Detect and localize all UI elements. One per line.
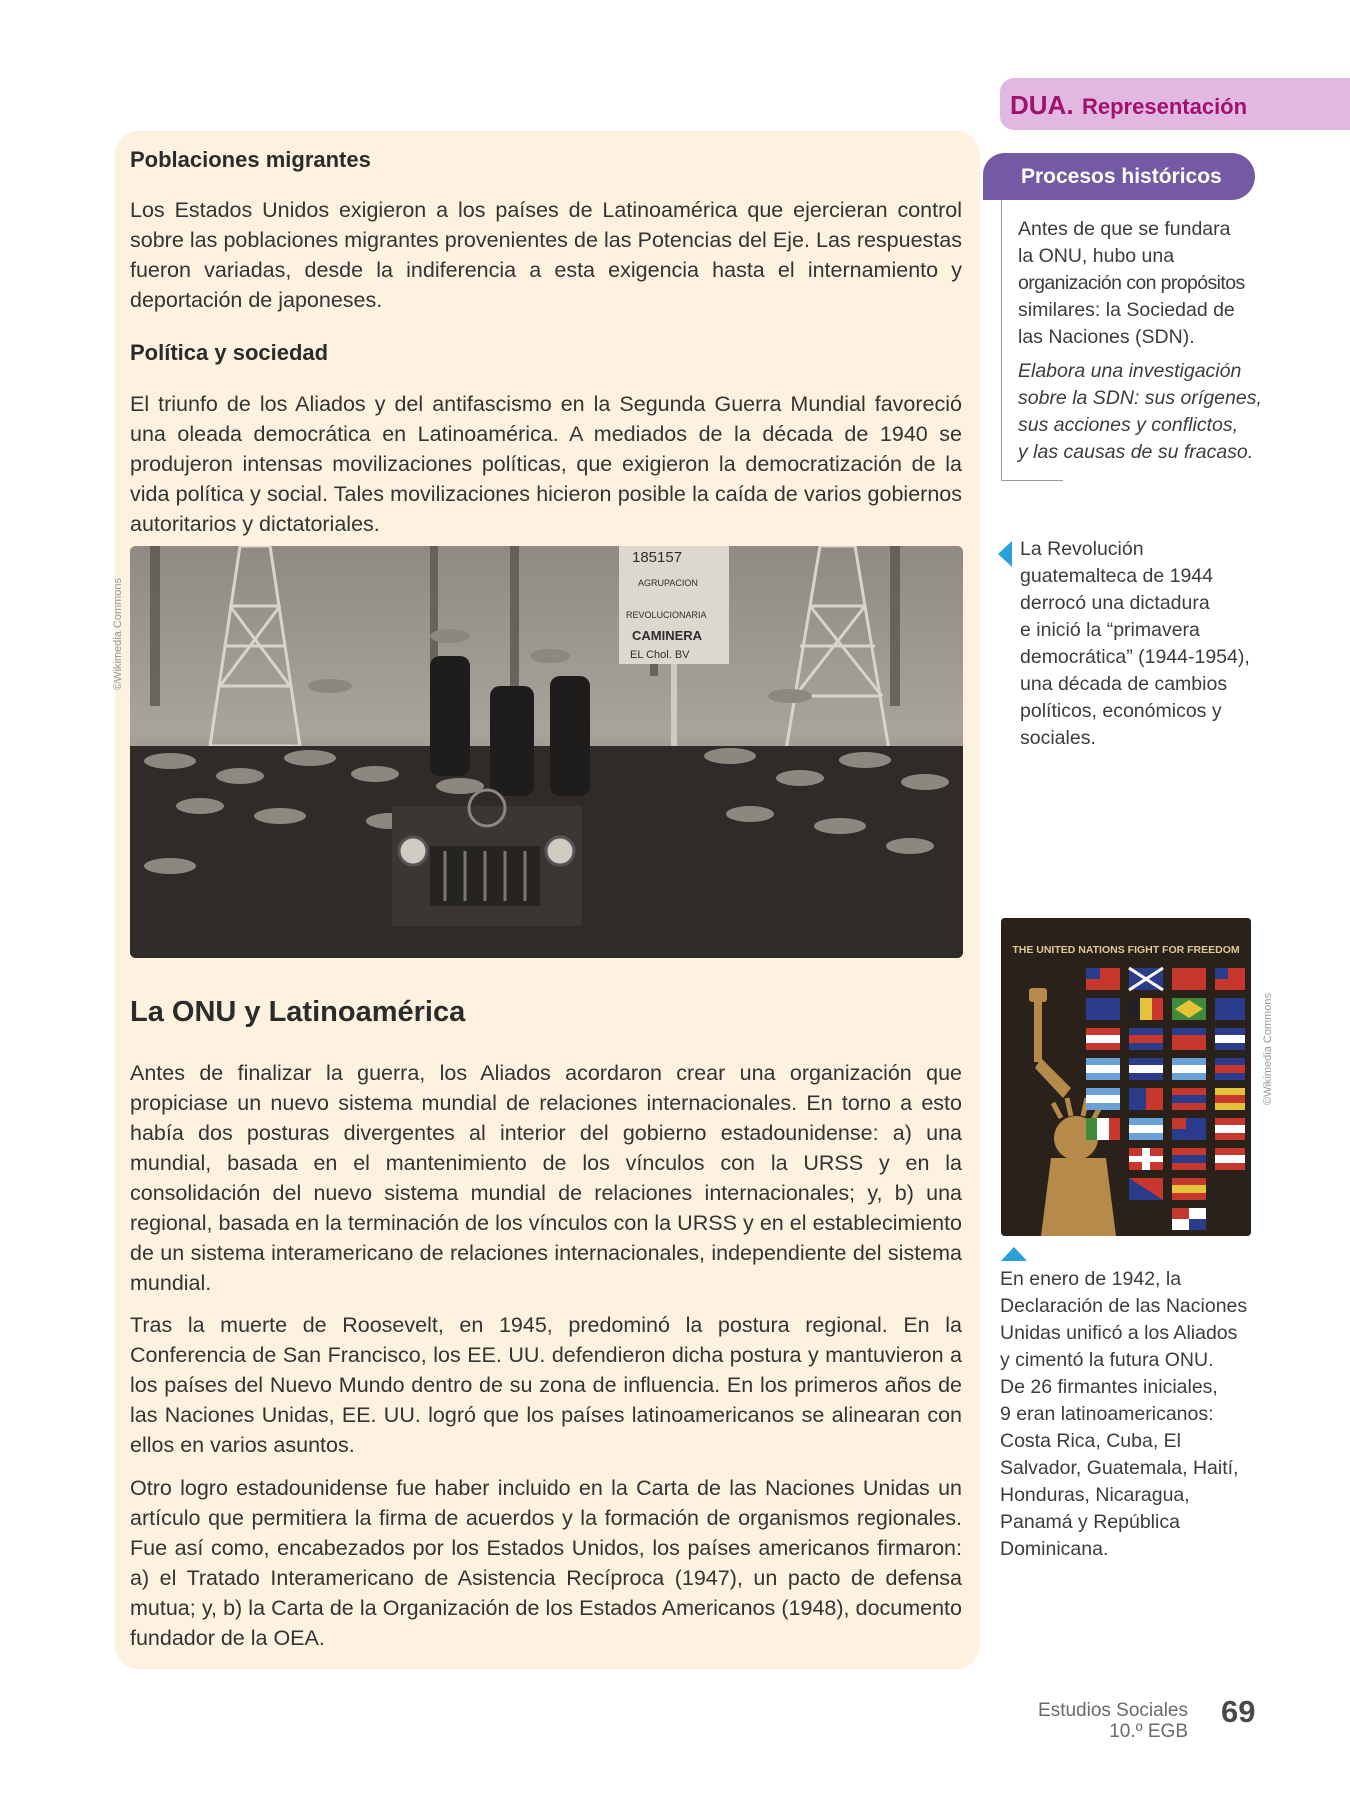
photo-revolucion-guatemalteca — [130, 546, 963, 958]
caption-line: derrocó una dictadura — [1020, 592, 1210, 614]
procesos-border-line — [1001, 200, 1002, 480]
caption-line: Dominicana. — [1000, 1538, 1109, 1560]
dua-label: Representación — [1082, 94, 1248, 119]
caption-declaracion — [1000, 1266, 1247, 1563]
dua-banner — [1000, 78, 1350, 130]
caption-line: y cimentó la futura ONU. — [1000, 1349, 1214, 1371]
paragraph-onu-1: Antes de finalizar la guerra, los Aliados acordaron crear una organización que propiciase un nuevo sistema mundial de relaciones internacionales. En torno a esto había dos posturas divergentes al interior del gobierno estadounidense: a) una mundial, basada en el mantenimiento de los vínculos con la URSS y en la consolidación del nuevo sistema mundial de relaciones internacionales; y, b) una regional, basada en la terminación de los vínculos con la URSS y en el establecimiento de un sistema interamericano de relaciones internacionales, independiente del sistema mundial. — [130, 1061, 962, 1295]
photo-sign-line1: AGRUPACION — [638, 578, 698, 588]
caption-pointer-up-icon — [1001, 1247, 1027, 1261]
caption-line: Honduras, Nicaragua, — [1000, 1484, 1190, 1506]
caption-line: Costa Rica, Cuba, El — [1000, 1430, 1181, 1452]
caption-line: Declaración de las Naciones — [1000, 1295, 1248, 1317]
procesos-task-line: Elabora una investigación — [1018, 360, 1242, 382]
caption-line: una década de cambios — [1020, 673, 1228, 695]
caption-line: e inició la “primavera — [1020, 619, 1200, 641]
procesos-line: las Naciones (SDN). — [1018, 326, 1195, 348]
caption-line: La Revolución — [1020, 538, 1144, 560]
page-number: 69 — [1221, 1694, 1256, 1729]
heading-politica-sociedad: Política y sociedad — [130, 340, 329, 365]
caption-line: En enero de 1942, la — [1000, 1268, 1182, 1290]
paragraph-poblaciones: Los Estados Unidos exigieron a los países de Latinoamérica que ejercieran control sobre las poblaciones migrantes provenientes de las Potencias del Eje. Las respuestas fueron variadas, desde la indiferencia a esta exigencia hasta el internamiento y deportación de japoneses. — [130, 198, 962, 312]
heading-poblaciones-migrantes: Poblaciones migrantes — [130, 147, 371, 172]
photo-credit: ©Wikimedia Commons — [112, 577, 124, 690]
photo-sign-line3: CAMINERA — [632, 628, 703, 643]
poster-united-nations — [1001, 918, 1251, 1236]
procesos-line: organización con propósitos — [1018, 272, 1245, 294]
caption-line: Unidas unificó a los Aliados — [1000, 1322, 1238, 1344]
caption-line: guatemalteca de 1944 — [1020, 565, 1213, 587]
procesos-line: similares: la Sociedad de — [1018, 299, 1235, 321]
paragraph-onu-3: Otro logro estadounidense fue haber incluido en la Carta de las Naciones Unidas un artículo que permitiera la firma de acuerdos y la formación de organismos regionales. Fue así como, encabezados por los Estados Unidos, los países americanos firmaron: a) el Tratado Interamericano de Asistencia Recíproca (1947), un pacto de defensa mutua; y, b) la Carta de la Organización de los Estados Americanos (1948), documento fundador de la OEA. — [130, 1476, 962, 1650]
caption-pointer-left-icon — [998, 541, 1012, 567]
dua-prefix: DUA. — [1010, 90, 1074, 120]
procesos-line: Antes de que se fundara — [1018, 218, 1231, 240]
procesos-task-line: y las causas de su fracaso. — [1018, 441, 1254, 463]
photo-sign-number: 185157 — [632, 549, 683, 566]
caption-line: Panamá y República — [1000, 1511, 1180, 1533]
photo-sign-line4: EL Chol. BV — [630, 649, 690, 661]
paragraph-onu-2: Tras la muerte de Roosevelt, en 1945, predominó la postura regional. En la Conferencia de San Francisco, los EE. UU. defendieron dicha postura y mantuvieron a los países del Nuevo Mundo dentro de su zona de influencia. En los primeros años de las Naciones Unidas, EE. UU. logró que los países latinoamericanos se alinearan con ellos en varios asuntos. — [130, 1313, 962, 1457]
caption-line: sociales. — [1020, 727, 1096, 749]
photo-illustration — [130, 546, 963, 958]
caption-line: políticos, económicos y — [1020, 700, 1222, 722]
caption-line: 9 eran latinoamericanos: — [1000, 1403, 1214, 1425]
heading-onu-latinoamerica: La ONU y Latinoamérica — [130, 996, 466, 1028]
caption-line: democrática” (1944-1954), — [1020, 646, 1250, 668]
poster-credit: ©Wikimedia Commons — [1262, 992, 1274, 1105]
procesos-border-bottom — [1001, 480, 1063, 481]
footer-subject: Estudios Sociales — [1038, 1700, 1188, 1721]
photo-sign-line2: REVOLUCIONARIA — [626, 610, 707, 620]
procesos-line: la ONU, hubo una — [1018, 245, 1175, 267]
poster-illustration — [1001, 918, 1251, 1236]
paragraph-politica: El triunfo de los Aliados y del antifascismo en la Segunda Guerra Mundial favoreció una oleada democrática en Latinoamérica. A mediados de la década de 1940 se produjeron intensas movilizaciones políticas, que exigieron la democratización de la vida política y social. Tales movilizaciones hicieron posible la caída de varios gobiernos autoritarios y dictatoriales. — [130, 392, 962, 536]
procesos-text — [1018, 216, 1245, 351]
procesos-task-line: sus acciones y conflictos, — [1018, 414, 1239, 436]
procesos-task — [1018, 358, 1262, 466]
procesos-historicos-tab — [983, 153, 1255, 200]
footer-grade: 10.º EGB — [1109, 1721, 1188, 1742]
procesos-task-line: sobre la SDN: sus orígenes, — [1018, 387, 1262, 409]
procesos-historicos-title: Procesos históricos — [1021, 165, 1222, 188]
caption-line: Salvador, Guatemala, Haití, — [1000, 1457, 1239, 1479]
caption-revolucion — [1020, 536, 1250, 752]
caption-line: De 26 firmantes iniciales, — [1000, 1376, 1218, 1398]
poster-title: THE UNITED NATIONS FIGHT FOR FREEDOM — [1012, 944, 1240, 956]
